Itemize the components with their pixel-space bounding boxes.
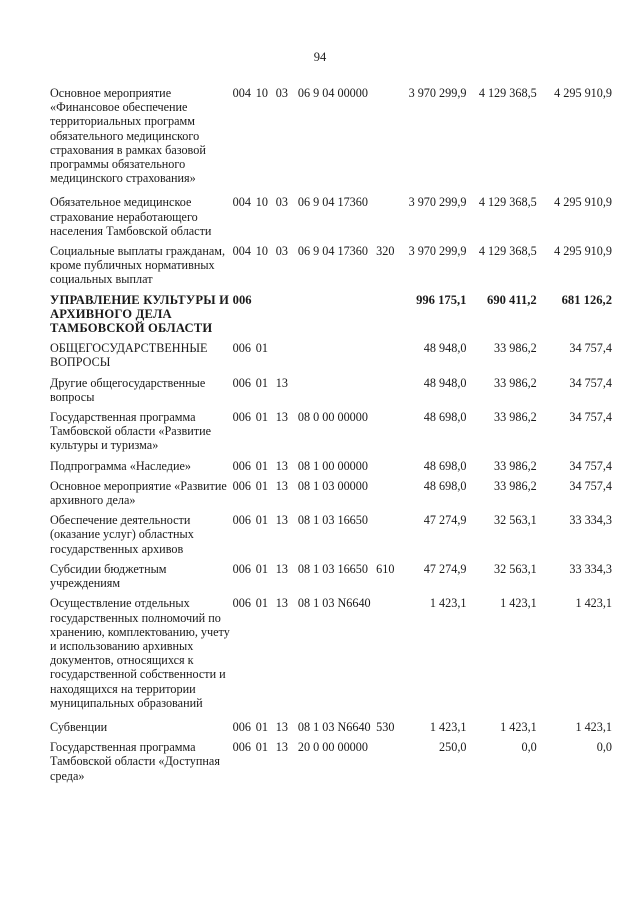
section-code: 01 — [255, 410, 268, 425]
row-name: Обеспечение деятельности (оказание услуг) областных государственных архивов — [50, 513, 194, 556]
section-code: 10 — [255, 195, 268, 210]
table-row — [50, 376, 612, 410]
target-article-code: 20 0 00 00000 — [297, 740, 368, 755]
ministry-code: 004 — [232, 244, 251, 259]
amount-year-2: 33 986,2 — [494, 375, 537, 390]
subsection-code: 13 — [275, 561, 288, 576]
subsection-code: 13 — [275, 596, 288, 611]
section-code: 01 — [255, 596, 268, 611]
amount-year-2: 4 129 368,5 — [478, 86, 537, 100]
subsection-code: 03 — [275, 86, 288, 100]
expense-type-code: 530 — [376, 719, 395, 734]
section-code: 10 — [255, 86, 268, 100]
ministry-code: 006 — [232, 458, 251, 473]
row-name: Осуществление отдельных государственных полномочий по хранению, комплектованию, учету и использованию архивных документов, относящихся к государственной собственности и находящихся на территории муниципальных образований — [50, 596, 230, 710]
amount-year-1: 3 970 299,9 — [408, 195, 467, 210]
amount-year-3: 34 757,4 — [569, 478, 612, 493]
amount-year-3: 33 334,3 — [569, 513, 612, 528]
target-article-code: 08 1 03 N6640 — [297, 719, 371, 734]
subsection-code: 13 — [275, 513, 288, 528]
amount-year-2: 1 423,1 — [500, 596, 537, 611]
subsection-code: 13 — [275, 478, 288, 493]
section-code: 01 — [255, 478, 268, 493]
amount-year-1: 47 274,9 — [423, 561, 467, 576]
section-code: 01 — [255, 740, 268, 755]
subsection-code: 13 — [275, 719, 288, 734]
expense-type-code: 610 — [376, 561, 395, 576]
row-name: Субвенции — [50, 719, 108, 734]
target-article-code — [298, 293, 376, 342]
expense-type-code — [376, 513, 398, 562]
table-row — [50, 562, 612, 596]
subsection-code: 03 — [275, 244, 288, 259]
ministry-code: 004 — [232, 195, 251, 210]
expense-type-code — [376, 376, 398, 410]
target-article-code — [298, 341, 376, 375]
row-name: Обязательное медицинское страхование неработающего населения Тамбовской области — [50, 195, 212, 238]
ministry-code: 006 — [232, 292, 252, 307]
row-name: Субсидии бюджетным учреждениям — [50, 561, 167, 591]
expense-type-code — [376, 596, 398, 720]
target-article-code: 08 1 00 00000 — [297, 458, 368, 473]
ministry-code: 006 — [232, 478, 251, 493]
target-article-code — [298, 376, 376, 410]
target-article-code: 08 1 03 16650 — [297, 513, 368, 528]
amount-year-3: 34 757,4 — [569, 375, 612, 390]
amount-year-1: 48 948,0 — [423, 341, 467, 356]
page-number: 94 — [313, 50, 327, 64]
amount-year-1: 1 423,1 — [429, 596, 467, 611]
row-name: ОБЩЕГОСУДАРСТВЕННЫЕ ВОПРОСЫ — [50, 341, 208, 370]
ministry-code: 006 — [232, 375, 251, 390]
table-row — [50, 720, 612, 740]
budget-table — [50, 86, 612, 783]
amount-year-2: 4 129 368,5 — [478, 244, 537, 259]
table-row — [50, 86, 612, 195]
section-code — [256, 293, 276, 342]
target-article-code: 08 1 03 00000 — [297, 478, 368, 493]
amount-year-1: 996 175,1 — [416, 292, 467, 307]
row-name: Государственная программа Тамбовской области «Развитие культуры и туризма» — [50, 410, 212, 453]
expense-type-code — [376, 86, 398, 195]
row-name: Другие общегосударственные вопросы — [50, 375, 206, 404]
amount-year-3: 4 295 910,9 — [554, 244, 612, 259]
amount-year-2: 1 423,1 — [500, 719, 537, 734]
amount-year-2: 0,0 — [521, 740, 537, 755]
amount-year-2: 32 563,1 — [494, 513, 537, 528]
amount-year-1: 47 274,9 — [423, 513, 467, 528]
amount-year-3: 33 334,3 — [569, 561, 612, 576]
section-code: 01 — [255, 375, 268, 390]
amount-year-3: 34 757,4 — [569, 341, 612, 356]
target-article-code: 08 0 00 00000 — [297, 410, 368, 425]
expense-type-code — [376, 459, 398, 479]
table-row — [50, 410, 612, 459]
subsection-code: 13 — [275, 410, 288, 425]
amount-year-3: 34 757,4 — [569, 458, 612, 473]
amount-year-1: 48 698,0 — [423, 458, 467, 473]
amount-year-3: 1 423,1 — [575, 719, 612, 734]
expense-type-code — [376, 740, 398, 783]
amount-year-2: 32 563,1 — [494, 561, 537, 576]
expense-type-code — [376, 341, 398, 375]
amount-year-3: 4 295 910,9 — [554, 195, 612, 210]
section-code: 01 — [255, 719, 268, 734]
table-row — [50, 341, 612, 375]
expense-type-code — [376, 293, 398, 342]
target-article-code: 06 9 04 00000 — [297, 86, 368, 100]
ministry-code: 004 — [232, 86, 251, 100]
ministry-code: 006 — [232, 513, 251, 528]
ministry-code: 006 — [232, 719, 251, 734]
expense-type-code — [376, 410, 398, 459]
amount-year-1: 48 948,0 — [423, 375, 467, 390]
target-article-code: 08 1 03 N6640 — [297, 596, 371, 611]
subsection-code: 13 — [275, 458, 288, 473]
amount-year-3: 0,0 — [596, 740, 612, 755]
table-row — [50, 244, 612, 293]
amount-year-1: 48 698,0 — [423, 478, 467, 493]
table-row — [50, 293, 612, 342]
table-body — [50, 86, 612, 783]
table-row — [50, 596, 612, 720]
ministry-code: 006 — [232, 740, 251, 755]
section-code: 01 — [255, 513, 268, 528]
amount-year-1: 3 970 299,9 — [408, 86, 467, 100]
amount-year-2: 33 986,2 — [494, 478, 537, 493]
row-name: Основное мероприятие «Финансовое обеспечение территориальных программ обязательного медицинского страхования в рамках базовой программы обязательного медицинского страхования» — [50, 86, 206, 186]
ministry-code: 006 — [232, 341, 251, 356]
expense-type-code: 320 — [376, 244, 395, 259]
subsection-code: 03 — [275, 195, 288, 210]
amount-year-2: 33 986,2 — [494, 458, 537, 473]
amount-year-2: 690 411,2 — [487, 292, 537, 307]
amount-year-2: 33 986,2 — [494, 341, 537, 356]
amount-year-1: 1 423,1 — [429, 719, 467, 734]
section-code: 01 — [255, 458, 268, 473]
amount-year-2: 33 986,2 — [494, 410, 537, 425]
table-row — [50, 513, 612, 562]
amount-year-1: 250,0 — [439, 740, 467, 755]
subsection-code: 13 — [275, 740, 288, 755]
section-code: 10 — [255, 244, 268, 259]
table-row — [50, 479, 612, 513]
amount-year-3: 681 126,2 — [561, 292, 612, 307]
row-name: Подпрограмма «Наследие» — [50, 458, 192, 473]
table-row — [50, 195, 612, 244]
table-row — [50, 740, 612, 783]
row-name: Государственная программа Тамбовской области «Доступная среда» — [50, 740, 220, 783]
subsection-code: 13 — [275, 375, 288, 390]
subsection-code — [276, 341, 298, 375]
amount-year-1: 48 698,0 — [423, 410, 467, 425]
row-name: Социальные выплаты гражданам, кроме публичных нормативных социальных выплат — [50, 244, 226, 287]
amount-year-3: 34 757,4 — [569, 410, 612, 425]
expense-type-code — [376, 479, 398, 513]
expense-type-code — [376, 195, 398, 244]
row-name: УПРАВЛЕНИЕ КУЛЬТУРЫ И АРХИВНОГО ДЕЛА ТАМБОВСКОЙ ОБЛАСТИ — [50, 292, 230, 336]
ministry-code: 006 — [232, 561, 251, 576]
subsection-code — [276, 293, 298, 342]
amount-year-3: 1 423,1 — [575, 596, 612, 611]
amount-year-3: 4 295 910,9 — [554, 86, 612, 100]
ministry-code: 006 — [232, 410, 251, 425]
target-article-code: 08 1 03 16650 — [297, 561, 368, 576]
target-article-code: 06 9 04 17360 — [297, 244, 368, 259]
target-article-code: 06 9 04 17360 — [297, 195, 368, 210]
section-code: 01 — [255, 561, 268, 576]
row-name: Основное мероприятие «Развитие архивного дела» — [50, 478, 227, 508]
table-row — [50, 459, 612, 479]
section-code: 01 — [255, 341, 268, 356]
amount-year-2: 4 129 368,5 — [478, 195, 537, 210]
amount-year-1: 3 970 299,9 — [408, 244, 467, 259]
ministry-code: 006 — [232, 596, 251, 611]
